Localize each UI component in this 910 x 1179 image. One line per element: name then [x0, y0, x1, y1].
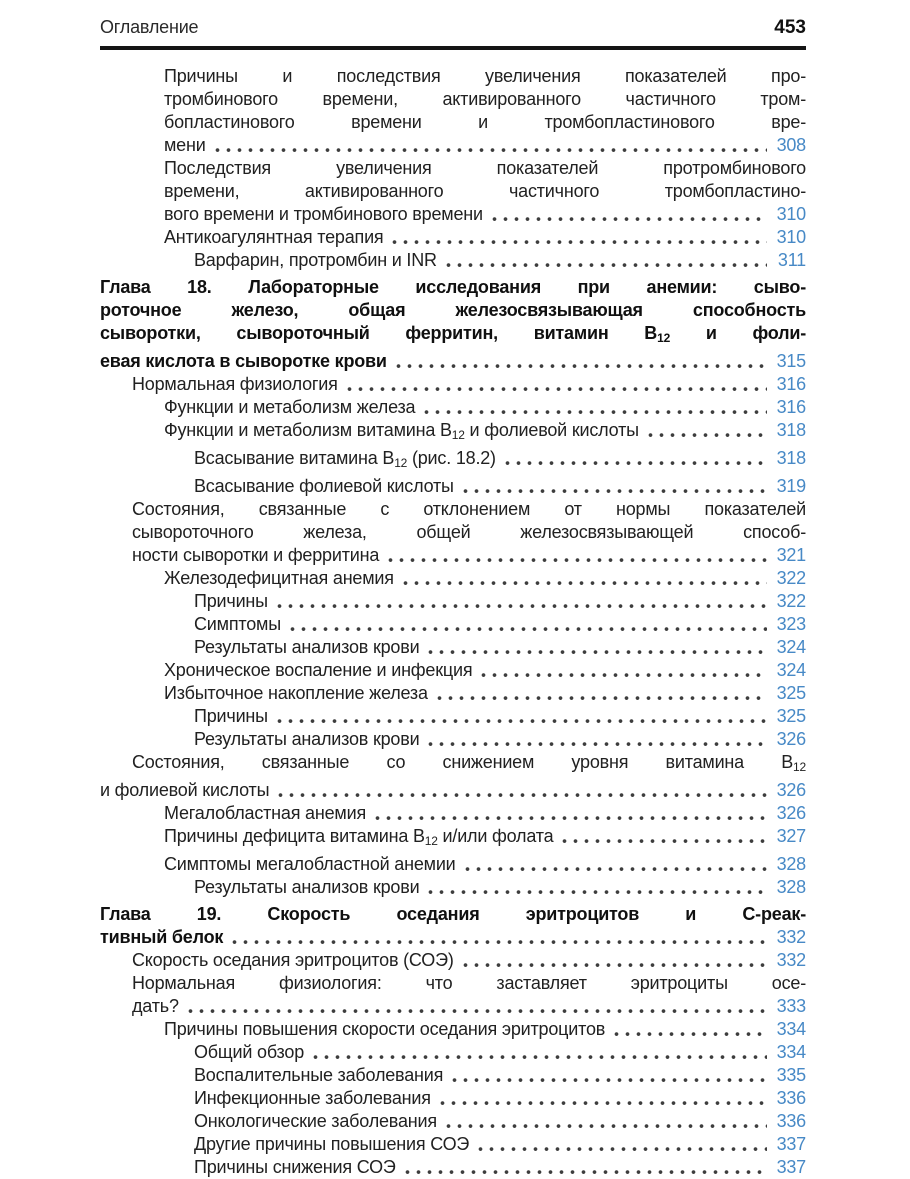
- page-ref: 336: [776, 1111, 806, 1131]
- dot-leader: [460, 475, 767, 498]
- toc-entry: [100, 659, 806, 682]
- toc-entry-row: [100, 567, 806, 590]
- toc-entry-text: сыворотки, сывороточный ферритин, витамин $B_{12}$ и фоли-: [100, 323, 806, 345]
- dot-leader: [402, 1156, 767, 1179]
- page-ref: 337: [776, 1134, 806, 1154]
- dot-leader: [437, 1087, 767, 1110]
- page-ref: 316: [776, 397, 806, 417]
- toc-entry: [100, 157, 806, 226]
- page-ref: 310: [776, 204, 806, 224]
- toc-entry: [100, 751, 806, 802]
- toc-entry-text: Варфарин, протромбин и INR: [194, 250, 437, 270]
- dot-leader: [389, 226, 767, 249]
- page-ref: 335: [776, 1065, 806, 1085]
- page-ref: 324: [776, 637, 806, 657]
- toc-entry-text: роточное железо, общая железосвязывающая способность: [100, 300, 806, 320]
- toc-entry-row: [100, 728, 806, 751]
- toc-entry-text: Инфекционные заболевания: [194, 1088, 431, 1108]
- toc-entry: [100, 475, 806, 498]
- page-ref: 310: [776, 227, 806, 247]
- toc-entry-row: [100, 802, 806, 825]
- dot-leader: [434, 682, 767, 705]
- toc-entry-row: [100, 1064, 806, 1087]
- running-header-page-number: 453: [774, 17, 806, 38]
- dot-leader: [385, 544, 767, 567]
- toc-entry: [100, 728, 806, 751]
- toc-entry-text: Результаты анализов крови: [194, 877, 420, 897]
- page-ref: 319: [776, 476, 806, 496]
- toc-entry-row: [100, 926, 806, 949]
- toc-entry-text: Последствия увеличения показателей протромбинового: [164, 158, 806, 178]
- toc-entry-row: [100, 636, 806, 659]
- toc-entry-row: [100, 1041, 806, 1064]
- dot-leader: [425, 636, 767, 659]
- page-ref: 308: [776, 135, 806, 155]
- running-header-title: Оглавление: [100, 17, 199, 37]
- page-ref: 327: [776, 826, 806, 846]
- toc-entry-text: Причины: [194, 591, 268, 611]
- toc-entry-text: Функции и метаболизм железа: [164, 397, 416, 417]
- page-ref: 334: [776, 1042, 806, 1062]
- toc-entry-text: Причины снижения СОЭ: [194, 1157, 396, 1177]
- page-ref: 328: [776, 854, 806, 874]
- toc-list: [100, 65, 806, 1179]
- toc-entry-text: Антикоагулянтная терапия: [164, 227, 384, 247]
- toc-entry: [100, 249, 806, 272]
- toc-entry: [100, 825, 806, 853]
- toc-entry-text: Нормальная физиология: [132, 374, 338, 394]
- toc-entry-text: Всасывание фолиевой кислоты: [194, 476, 454, 496]
- toc-entry-text: Всасывание витамина $B_{12}$ (рис. 18.2): [194, 448, 496, 470]
- toc-entry-text: Результаты анализов крови: [194, 729, 420, 749]
- toc-entry-row: [100, 1156, 806, 1179]
- toc-entry-row: [100, 705, 806, 728]
- toc-entry: [100, 876, 806, 899]
- toc-entry-text: Причины: [194, 706, 268, 726]
- dot-leader: [425, 728, 767, 751]
- toc-entry: [100, 1110, 806, 1133]
- toc-entry-text: Состояния, связанные с отклонением от нормы показателей: [132, 499, 806, 519]
- page-ref: 324: [776, 660, 806, 680]
- toc-entry: [100, 396, 806, 419]
- toc-entry-row: [100, 396, 806, 419]
- toc-entry: [100, 1156, 806, 1179]
- page-ref: 316: [776, 374, 806, 394]
- dot-leader: [460, 949, 767, 972]
- dot-leader: [393, 350, 767, 373]
- toc-entry-text: тивный белок: [100, 927, 224, 947]
- toc-entry: [100, 682, 806, 705]
- toc-entry-text: ности сыворотки и ферритина: [132, 545, 380, 565]
- toc-entry: [100, 590, 806, 613]
- page-ref: 326: [776, 780, 806, 800]
- toc-entry-text: Другие причины повышения СОЭ: [194, 1134, 470, 1154]
- toc-entry: [100, 853, 806, 876]
- toc-entry-row: [100, 853, 806, 876]
- toc-entry: [100, 498, 806, 567]
- page-ref: 328: [776, 877, 806, 897]
- toc-entry-row: [100, 249, 806, 272]
- page-ref: 336: [776, 1088, 806, 1108]
- page-ref: 318: [776, 420, 806, 440]
- toc-entry-row: [100, 134, 806, 157]
- toc-entry-row: [100, 373, 806, 396]
- dot-leader: [212, 134, 767, 157]
- toc-entry-row: [100, 995, 806, 1018]
- toc-entry-text: Симптомы мегалобластной анемии: [164, 854, 456, 874]
- toc-entry-text: Скорость оседания эритроцитов (СОЭ): [132, 950, 454, 970]
- toc-entry: [100, 1018, 806, 1041]
- toc-entry: [100, 1064, 806, 1087]
- dot-leader: [274, 705, 767, 728]
- toc-entry-row: [100, 1087, 806, 1110]
- dot-leader: [645, 419, 767, 447]
- dot-leader: [502, 447, 767, 475]
- toc-entry: [100, 373, 806, 396]
- toc-entry: [100, 903, 806, 949]
- page-ref: 333: [776, 996, 806, 1016]
- dot-leader: [372, 802, 767, 825]
- toc-entry: [100, 949, 806, 972]
- toc-entry: [100, 65, 806, 157]
- toc-entry-text: Глава 18. Лабораторные исследования при анемии: сыво-: [100, 277, 806, 297]
- header-rule: [100, 46, 806, 50]
- toc-entry: [100, 613, 806, 636]
- toc-entry: [100, 802, 806, 825]
- toc-entry-text: сывороточного железа, общей железосвязывающей способ-: [132, 522, 806, 542]
- dot-leader: [400, 567, 767, 590]
- toc-entry-row: [100, 419, 806, 447]
- toc-entry-text: Нормальная физиология: что заставляет эритроциты осе-: [132, 973, 806, 993]
- toc-entry-row: [100, 203, 806, 226]
- toc-entry-text: евая кислота в сыворотке крови: [100, 351, 387, 371]
- dot-leader: [489, 203, 767, 226]
- toc-entry-row: [100, 590, 806, 613]
- page-ref: 326: [776, 803, 806, 823]
- toc-entry-row: [100, 1133, 806, 1156]
- toc-entry-row: [100, 659, 806, 682]
- toc-entry-text: Железодефицитная анемия: [164, 568, 394, 588]
- page-ref: 325: [776, 683, 806, 703]
- toc-entry-row: [100, 613, 806, 636]
- toc-entry-text: вого времени и тромбинового времени: [164, 204, 483, 224]
- page-ref: 326: [776, 729, 806, 749]
- toc-entry-text: Причины и последствия увеличения показателей про-: [164, 66, 806, 86]
- dot-leader: [275, 779, 767, 802]
- toc-entry-row: [100, 949, 806, 972]
- toc-entry-row: [100, 1110, 806, 1133]
- page-ref: 322: [776, 568, 806, 588]
- toc-entry: [100, 1087, 806, 1110]
- dot-leader: [344, 373, 767, 396]
- page-ref: 318: [776, 448, 806, 468]
- toc-entry: [100, 419, 806, 447]
- toc-entry-text: Причины повышения скорости оседания эритроцитов: [164, 1019, 606, 1039]
- toc-entry: [100, 1041, 806, 1064]
- toc-entry-text: Функции и метаболизм витамина $B_{12}$ и фолиевой кислоты: [164, 420, 639, 442]
- toc-entry-text: тромбинового времени, активированного частичного тром-: [164, 89, 806, 109]
- toc-entry-row: [100, 825, 806, 853]
- dot-leader: [310, 1041, 767, 1064]
- page-ref: 322: [776, 591, 806, 611]
- page-ref: 315: [776, 351, 806, 371]
- toc-entry-text: Воспалительные заболевания: [194, 1065, 444, 1085]
- toc-entry-text: времени, активированного частичного тромбопластино-: [164, 181, 806, 201]
- toc-entry-text: Хроническое воспаление и инфекция: [164, 660, 473, 680]
- toc-entry: [100, 276, 806, 373]
- dot-leader: [462, 853, 767, 876]
- toc-entry-text: Избыточное накопление железа: [164, 683, 428, 703]
- toc-entry-text: мени: [164, 135, 206, 155]
- dot-leader: [559, 825, 767, 853]
- dot-leader: [443, 249, 767, 272]
- page-ref: 321: [776, 545, 806, 565]
- dot-leader: [274, 590, 767, 613]
- toc-entry-row: [100, 682, 806, 705]
- toc-entry: [100, 636, 806, 659]
- page-ref: 332: [776, 950, 806, 970]
- toc-entry-text: бопластинового времени и тромбопластинового вре-: [164, 112, 806, 132]
- running-header: [100, 16, 806, 39]
- dot-leader: [185, 995, 767, 1018]
- toc-entry: [100, 226, 806, 249]
- toc-entry-text: Причины дефицита витамина $B_{12}$ и/или фолата: [164, 826, 554, 848]
- page-ref: 311: [777, 250, 806, 270]
- dot-leader: [475, 1133, 767, 1156]
- toc-entry-text: Онкологические заболевания: [194, 1111, 437, 1131]
- toc-entry-text: Симптомы: [194, 614, 281, 634]
- page-ref: 332: [776, 927, 806, 947]
- toc-entry: [100, 447, 806, 475]
- toc-entry: [100, 567, 806, 590]
- page-ref: 334: [776, 1019, 806, 1039]
- dot-leader: [449, 1064, 767, 1087]
- dot-leader: [611, 1018, 767, 1041]
- toc-entry-text: Результаты анализов крови: [194, 637, 420, 657]
- page-ref: 325: [776, 706, 806, 726]
- toc-entry-row: [100, 350, 806, 373]
- toc-entry-text: и фолиевой кислоты: [100, 780, 270, 800]
- dot-leader: [425, 876, 767, 899]
- toc-entry: [100, 972, 806, 1018]
- toc-entry-row: [100, 876, 806, 899]
- toc-entry-row: [100, 475, 806, 498]
- toc-entry-text: Состояния, связанные со снижением уровня витамина $B_{12}$: [132, 752, 806, 774]
- page-ref: 323: [776, 614, 806, 634]
- toc-entry: [100, 705, 806, 728]
- dot-leader: [421, 396, 767, 419]
- page-ref: 337: [776, 1157, 806, 1177]
- dot-leader: [478, 659, 767, 682]
- dot-leader: [287, 613, 767, 636]
- toc-entry-row: [100, 226, 806, 249]
- toc-entry-row: [100, 544, 806, 567]
- toc-entry-text: Мегалобластная анемия: [164, 803, 367, 823]
- dot-leader: [443, 1110, 767, 1133]
- toc-entry-text: Общий обзор: [194, 1042, 305, 1062]
- toc-entry: [100, 1133, 806, 1156]
- toc-entry-text: Глава 19. Скорость оседания эритроцитов и С-реак-: [100, 904, 806, 924]
- toc-entry-text: дать?: [132, 996, 179, 1016]
- toc-entry-row: [100, 779, 806, 802]
- toc-entry-row: [100, 1018, 806, 1041]
- toc-entry-row: [100, 447, 806, 475]
- dot-leader: [229, 926, 767, 949]
